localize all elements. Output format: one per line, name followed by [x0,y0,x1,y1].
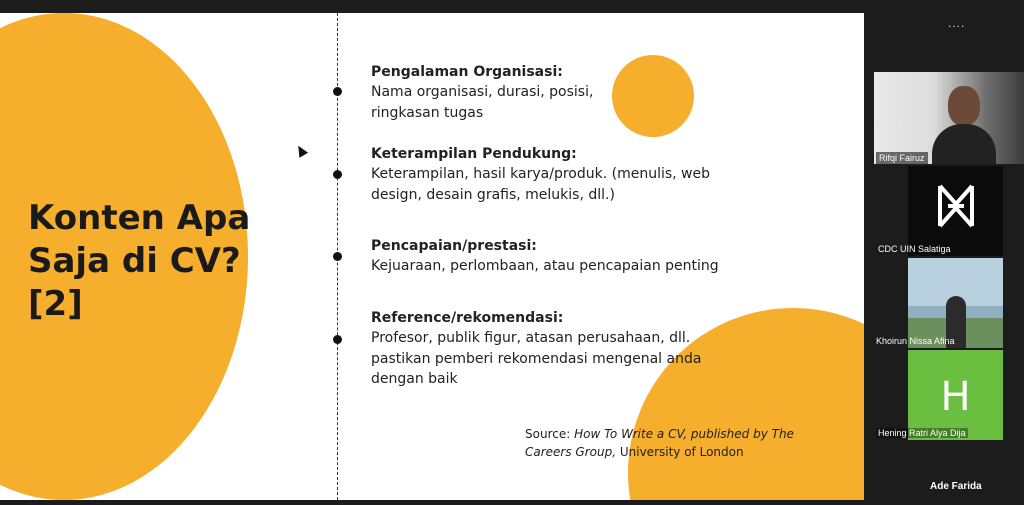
section-body: Kejuaraan, perlombaan, atau pencapaian penting [371,258,719,274]
presentation-slide [0,13,864,500]
more-options-icon[interactable]: .... [948,16,966,30]
section-body: Profesor, publik figur, atasan perusahaan, dll. pastikan pemberi rekomendasi mengenal anda dengan baik [371,330,702,387]
source-suffix: University of London [616,445,744,459]
section-heading: Pencapaian/prestasi: [371,238,537,254]
speaker-name: Ade Farida [930,481,982,492]
participant-video-tile[interactable] [878,166,1003,256]
mouse-cursor-icon [294,143,308,158]
section-body: Keterampilan, hasil karya/produk. (menulis, web design, desain grafis, melukis, dll.) [371,166,710,203]
source-prefix: Source: [525,427,575,441]
section-heading: Reference/rekomendasi: [371,310,564,326]
timeline-dot [333,87,342,96]
participant-video-tile[interactable] [874,72,1024,164]
section-heading: Pengalaman Organisasi: [371,64,563,80]
timeline-dot [333,335,342,344]
section-body: Nama organisasi, durasi, posisi, ringkasan tugas [371,84,594,121]
section-heading: Keterampilan Pendukung: [371,146,577,162]
slide-title: Konten Apa Saja di CV? [2] [28,198,251,324]
participant-name: Hening Ratri Alya Dija [878,428,966,438]
participant-avatar [948,86,980,126]
participant-name: Rifqi Fairuz [876,152,928,164]
organization-logo-icon [936,184,976,228]
participant-video-tile[interactable] [876,258,1003,348]
section-organisasi [371,62,751,123]
participant-video-tile[interactable] [878,350,1003,440]
source-citation [525,425,825,461]
section-pencapaian [371,236,751,277]
participant-name: Khoirun Nissa Afina [876,336,955,346]
source-title: How To Write a CV, published by The Careers Group, [525,427,794,459]
participant-initial-avatar: H [940,374,971,420]
timeline-dot [333,252,342,261]
section-referensi [371,308,751,390]
timeline-dot [333,170,342,179]
section-keterampilan [371,144,751,205]
participant-name: CDC UIN Salatiga [878,244,951,254]
